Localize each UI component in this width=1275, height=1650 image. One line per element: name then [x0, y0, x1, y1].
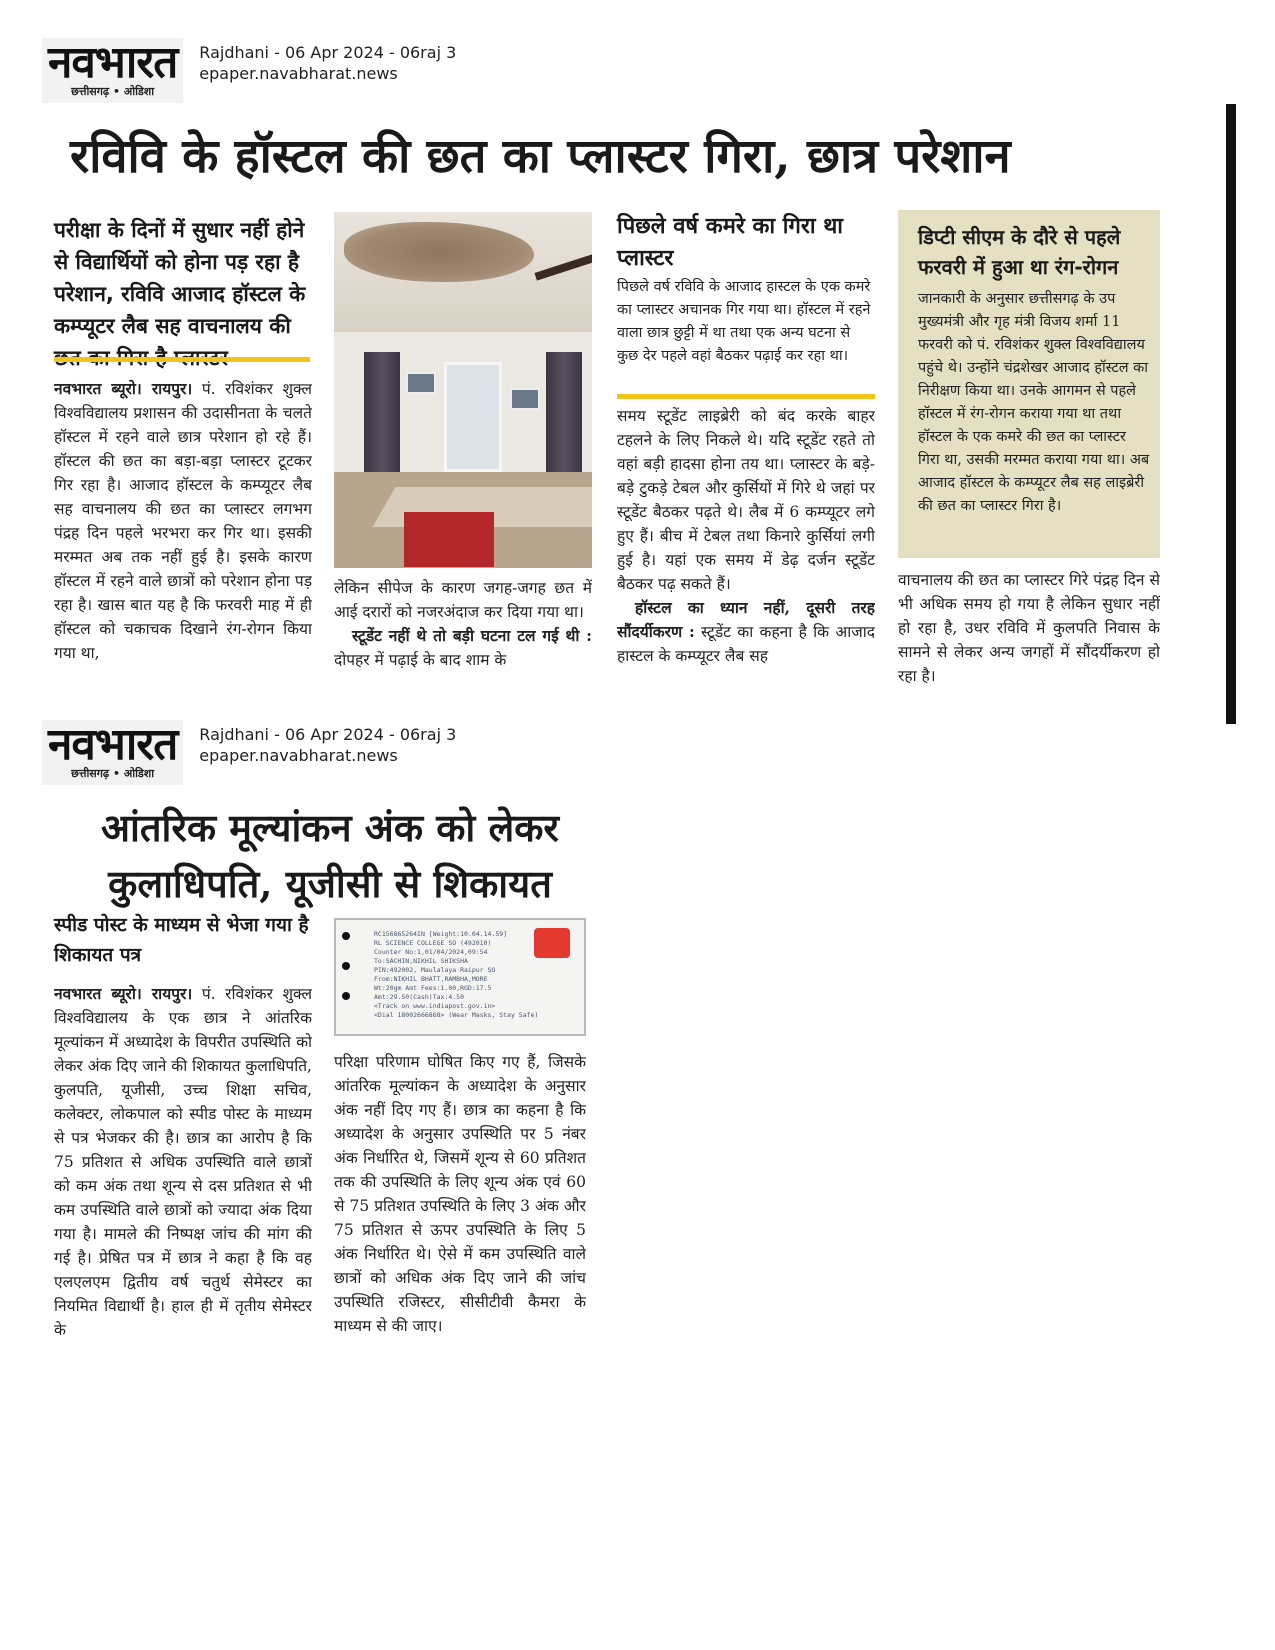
- article2-col1-body: पं. रविशंकर शुक्ल विश्वविद्यालय के एक छात्र ने आंतरिक मूल्यांकन में अध्यादेश के विपरीत उपस्थिति को लेकर अंक दिए जाने की शिकायत कुलाधिपति, कुलपति, यूजीसी, उच्च शिक्षा सचिव, कलेक्टर, लोकपाल को स्पीड पोस्ट के माध्यम से पत्र भेजकर की है। छात्र का आरोप है कि 75 प्रतिशत से अधिक उपस्थिति वाले छात्रों को कम अंक तथा शून्य से दस प्रतिशत से भी कम उपस्थिति वाले छात्रों को ज्यादा अंक दिया गया है। मामले की निष्पक्ष जांच की मांग की गई है। प्रेषित पत्र में छात्र ने कहा है कि वह एलएलएम द्वितीय वर्ष चतुर्थ सेमेस्टर का नियमित विद्यार्थी है। हाल ही में तृतीय सेमेस्टर के: [54, 985, 312, 1339]
- article1-headline: रविवि के हॉस्टल की छत का प्लास्टर गिरा, छात्र परेशान: [70, 129, 1011, 184]
- page-right-rule: [1226, 104, 1236, 724]
- sidebar-box-headline: डिप्टी सीएम के दौरे से पहले फरवरी में हुआ था रंग-रोगन: [918, 225, 1121, 279]
- india-post-logo: [534, 928, 570, 958]
- logo-text-2: नवभारत: [48, 719, 178, 770]
- article2-deck: स्पीड पोस्ट के माध्यम से भेजा गया है शिकायत पत्र: [54, 914, 309, 966]
- article2-headline-line2: कुलाधिपति, यूजीसी से शिकायत: [108, 861, 552, 906]
- sidebar-box-body: जानकारी के अनुसार छत्तीसगढ़ के उप मुख्यमंत्री और गृह मंत्री विजय शर्मा 11 फरवरी को पं. रविशंकर शुक्ल विश्वविद्यालय पहुंचे थे। उन्होंने चंद्रशेखर आजाद हॉस्टल का निरीक्षण किया था। उनके आगमन से पहले हॉस्टल में रंग-रोगन कराया गया था तथा हॉस्टल के एक कमरे की छत का प्लास्टर गिरा था, उसकी मरम्मत कराया गया था। अब आजाद हॉस्टल के कम्प्यूटर लैब सह लाइब्रेरी की छत का प्लास्टर गिरा है।: [918, 291, 1150, 514]
- article1-col1: [54, 377, 312, 689]
- navabharat-logo-2: [42, 720, 183, 785]
- col1-body: पं. रविशंकर शुक्ल विश्वविद्यालय प्रशासन की उदासीनता के चलते हॉस्टल में रहने वाले छात्र परेशान हो रहे हैं। हॉस्टल की छत का बड़ा-बड़ा प्लास्टर टूटकर गिर रहा है। आजाद हॉस्टल के कम्प्यूटर लैब सह वाचनालय की छत का प्लास्टर लगभग पंद्रह दिन पहले भरभरा कर गिर था। इसकी मरम्मत अब तक नहीं हुई है। इसके कारण हॉस्टल में रहने वाले छात्रों को परेशान होना पड़ रहा है। खास बात यह है कि फरवरी माह में ही हॉस्टल को चकाचक दिखाने रंग-रोगन किया गया था,: [54, 380, 312, 662]
- logo-subtitle: छत्तीसगढ़ • ओडिशा: [71, 85, 155, 98]
- epaper-url: epaper.navabharat.news: [199, 64, 398, 83]
- edition-info-2: [199, 724, 456, 766]
- speed-post-receipt: [334, 918, 586, 1036]
- receipt-text: RC156865264IN [Weight:10.04.14.59] RL SCIENCE COLLEGE SO (492010) Counter No:1,01/04/2024,09:54 To:SACHIN,NIKHIL SHIKSHA PIN:492002, Maulalaya Raipur SO From:NIKHIL BHATT,RAMBHA,MORE Wt:20gm Amt Fees:1.00,RGD:17.5 Amt:29.50(Cash)Tax:4.50 <Track on www.indiapost.gov.in> <Dial 18002666868> (Wear Masks, Stay Safe): [374, 930, 539, 1019]
- col3-box-text: पिछले वर्ष रविवि के आजाद हास्टल के एक कमरे का प्लास्टर अचानक गिर गया था। हॉस्टल में रहने वाला छात्र छुट्टी में था तथा एक अन्य घटना से कुछ देर पहले वहां बैठकर पढ़ाई कर रहा था।: [617, 279, 871, 364]
- logo-text: नवभारत: [48, 37, 178, 88]
- col2-subbody: दोपहर में पढ़ाई के बाद शाम के: [334, 651, 507, 669]
- deck-rule: [54, 357, 310, 362]
- logo-subtitle-2: छत्तीसगढ़ • ओडिशा: [71, 767, 155, 780]
- sidebar-box: [898, 210, 1160, 558]
- byline: नवभारत ब्यूरो। रायपुर।: [54, 379, 193, 398]
- article1-col4: वाचनालय की छत का प्लास्टर गिरे पंद्रह दिन से भी अधिक समय हो गया है लेकिन सुधार नहीं हो रहा है, उधर रविवि में कुलपति निवास के सामने से लेकर अन्य जगहों में सौंदर्यीकरण हो रहा है।: [898, 571, 1160, 685]
- article2-byline: नवभारत ब्यूरो। रायपुर।: [54, 984, 193, 1003]
- col2-body: लेकिन सीपेज के कारण जगह-जगह छत में आई दरारों को नजरअंदाज कर दिया गया था।: [334, 579, 592, 621]
- navabharat-logo: [42, 38, 183, 103]
- hostel-ceiling-photo: [334, 212, 592, 568]
- article2-col2: परिक्षा परिणाम घोषित किए गए हैं, जिसके आंतरिक मूल्यांकन के अध्यादेश के अनुसार अंक नहीं दिए गए हैं। छात्र का कहना है कि अध्यादेश के अनुसार उपस्थिति पर 5 नंबर अंक निर्धारित थे, जिसमें शून्य से 60 प्रतिशत तक की उपस्थिति के लिए शून्य अंक एवं 60 से 75 प्रतिशत उपस्थिति के लिए 3 अंक और 75 प्रतिशत से ऊपर उपस्थिति के लिए 5 अंक निर्धारित थे। ऐसे में कम उपस्थिति वाले छात्रों को अधिक अंक दिए जाने की जांच उपस्थिति रजिस्टर, सीसीटीवी कैमरा के माध्यम से की जाए।: [334, 1053, 586, 1335]
- col3-subbody2: स्टूडेंट का कहना है कि आजाद हास्टल के कम्प्यूटर लैब सह: [617, 623, 875, 665]
- col3-subhead2: हॉस्टल का ध्यान नहीं, दूसरी तरह सौंदर्यीकरण :: [617, 598, 875, 641]
- edition-line: Rajdhani - 06 Apr 2024 - 06raj 3: [199, 43, 457, 62]
- masthead-top: [42, 38, 456, 103]
- article1-col2: [334, 576, 592, 689]
- edition-line-2: Rajdhani - 06 Apr 2024 - 06raj 3: [199, 725, 457, 744]
- article1-deck: परीक्षा के दिनों में सुधार नहीं होने से विद्यार्थियों को होना पड़ रहा है परेशान, रविवि आजाद हॉस्टल के कम्प्यूटर लैब सह वाचनालय की: [54, 218, 306, 338]
- col3-subhead: पिछले वर्ष कमरे का गिरा था प्लास्टर: [617, 213, 843, 271]
- col3-rule: [617, 394, 875, 399]
- col3-body: समय स्टूडेंट लाइब्रेरी को बंद करके बाहर टहलने के लिए निकले थे। यदि स्टूडेंट रहते तो वहां बड़ी हादसा होना तय था। प्लास्टर के बड़े-बड़े टुकड़े टेबल और कुर्सियों में गिरे थे जहां पर स्टूडेंट बैठकर पढ़ते थे। लैब में 6 कम्प्यूटर लगे हुए हैं। बीच में टेबल तथा किनारे कुर्सियां लगी हुई है। यहां एक समय में डेढ़ दर्जन स्टूडेंट बैठकर पढ़ सकते हैं।: [617, 407, 875, 593]
- article2-headline-line1: आंतरिक मूल्यांकन अंक को लेकर: [101, 805, 559, 850]
- masthead-bottom: [42, 720, 456, 785]
- epaper-url-2: epaper.navabharat.news: [199, 746, 398, 765]
- article1-col3: [617, 404, 875, 689]
- col2-subhead: स्टूडेंट नहीं थे तो बड़ी घटना टल गई थी :: [352, 626, 592, 645]
- article2-col1: [54, 982, 312, 1362]
- edition-info: [199, 42, 456, 84]
